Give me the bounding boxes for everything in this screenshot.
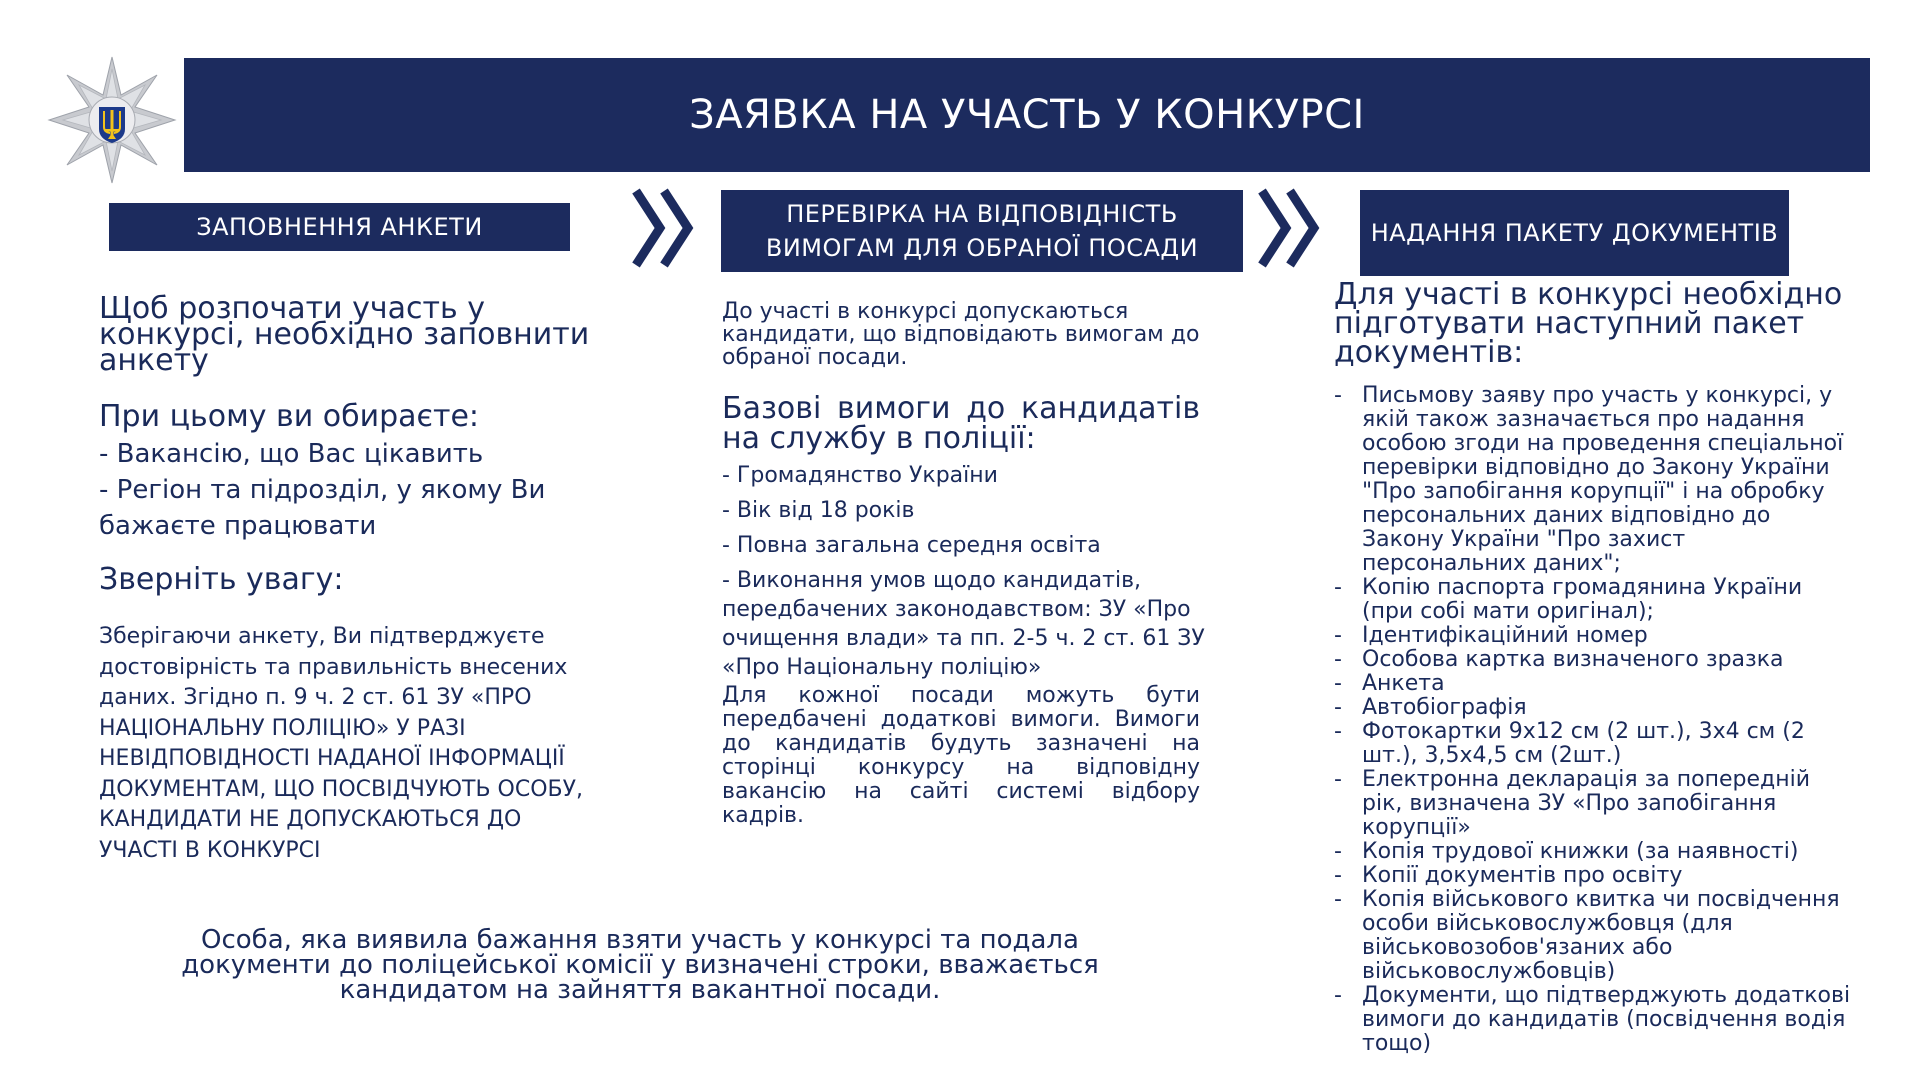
list-bullet: - xyxy=(1334,647,1342,672)
list-item xyxy=(1334,984,1854,1056)
documents-intro-text: Для участі в конкурсі необхідно підготувати наступний пакет документів: xyxy=(1334,277,1843,370)
list-item xyxy=(1334,648,1854,672)
list-item-text: Письмову заяву про участь у конкурсі, у якій також зазначається про надання особою згоди на проведення спеціальної перевірки відповідно до Закону України "Про запобігання корупції" і на обробку персональних даних відповідно до Закону України "Про захист персональних даних"; xyxy=(1362,383,1844,576)
documents-list xyxy=(1334,384,1854,1056)
step-submit-documents: НАДАННЯ ПАКЕТУ ДОКУМЕНТІВ xyxy=(1360,190,1789,276)
list-item: - Вакансію, що Вас цікавить xyxy=(99,439,484,469)
list-item xyxy=(1334,696,1854,720)
attention-heading: Зверніть увагу: xyxy=(99,562,344,597)
list-item xyxy=(1334,840,1854,864)
list-item xyxy=(1334,384,1854,576)
list-item-text: Анкета xyxy=(1362,671,1445,696)
list-item xyxy=(1334,888,1854,984)
list-item-text: Ідентифікаційний номер xyxy=(1362,623,1648,648)
list-bullet: - xyxy=(1334,623,1342,648)
attention-note: Зберігаючи анкету, Ви підтверджуєте достовірність та правильність внесених даних. Згідно п. 9 ч. 2 ст. 61 ЗУ «ПРО НАЦІОНАЛЬНУ ПОЛІЦІЮ» У РАЗІ НЕВІДПОВІДНОСТІ НАДАНОЇ ІНФОРМАЦІЇ ДОКУМЕНТАМ, ЩО ПОСВІДЧУЮТЬ ОСОБУ, КАНДИДАТИ НЕ ДОПУСКАЮТЬСЯ ДО УЧАСТІ В КОНКУРСІ xyxy=(99,624,584,863)
list-item xyxy=(1334,720,1854,768)
choose-heading: При цьому ви обираєте: xyxy=(99,399,480,434)
list-bullet: - xyxy=(1334,671,1342,696)
police-star-logo xyxy=(47,55,177,185)
form-intro-text: Щоб розпочати участь у конкурсі, необхідно заповнити анкету xyxy=(99,291,590,378)
list-item xyxy=(1334,624,1854,648)
list-item: - Регіон та підрозділ, у якому Ви xyxy=(99,475,546,505)
list-item: - Повна загальна середня освіта xyxy=(722,533,1101,558)
choose-list xyxy=(99,436,619,544)
list-bullet: - xyxy=(1334,983,1342,1008)
step-fill-form: ЗАПОВНЕННЯ АНКЕТИ xyxy=(109,203,570,251)
list-item-text: Електронна декларація за попередній рік, визначена ЗУ «Про запобігання корупції» xyxy=(1362,767,1811,840)
list-item: - Громадянство України xyxy=(722,463,998,488)
page-title: ЗАЯВКА НА УЧАСТЬ У КОНКУРСІ xyxy=(184,58,1870,172)
list-bullet: - xyxy=(1334,767,1342,792)
list-item xyxy=(1334,864,1854,888)
list-bullet: - xyxy=(1334,839,1342,864)
list-item-text: Документи, що підтверджують додаткові вимоги до кандидатів (посвідчення водія тощо) xyxy=(1362,983,1851,1056)
list-bullet: - xyxy=(1334,383,1342,408)
list-item-text: Особова картка визначеного зразка xyxy=(1362,647,1784,672)
footer-note: Особа, яка виявила бажання взяти участь у конкурсі та подала документи до поліцейської комісії у визначені строки, вважається кандидатом на зайняття вакантної посади. xyxy=(181,925,1099,1005)
list-item: - Виконання умов щодо кандидатів, передбачених законодавством: ЗУ «Про очищення влади» та пп. 2-5 ч. 2 ст. 61 ЗУ «Про Національну поліцію» xyxy=(722,568,1205,680)
list-item xyxy=(1334,768,1854,840)
requirements-intro-text: До участі в конкурсі допускаються кандидати, що відповідають вимогам до обраної посади. xyxy=(722,299,1200,370)
list-item: - Вік від 18 років xyxy=(722,498,915,523)
list-item xyxy=(1334,576,1854,624)
list-bullet: - xyxy=(1334,695,1342,720)
list-bullet: - xyxy=(1334,863,1342,888)
step-requirements-check: ПЕРЕВІРКА НА ВІДПОВІДНІСТЬ ВИМОГАМ ДЛЯ ОБРАНОЇ ПОСАДИ xyxy=(721,190,1243,272)
base-requirements-heading: Базові вимоги до кандидатів на службу в поліції: xyxy=(722,391,1200,456)
list-item: бажаєте працювати xyxy=(99,511,377,541)
list-item xyxy=(1334,672,1854,696)
list-item-text: Копії документів про освіту xyxy=(1362,863,1683,888)
list-item-text: Фотокартки 9х12 см (2 шт.), 3х4 см (2 шт.), 3,5х4,5 см (2шт.) xyxy=(1362,719,1805,768)
list-bullet: - xyxy=(1334,887,1342,912)
list-item-text: Копія військового квитка чи посвідчення особи військовослужбовця (для військовозобов'язаних або військовослужбовців) xyxy=(1362,887,1840,984)
base-requirements-list xyxy=(722,461,1222,688)
list-bullet: - xyxy=(1334,719,1342,744)
list-item-text: Копія трудової книжки (за наявності) xyxy=(1362,839,1799,864)
list-bullet: - xyxy=(1334,575,1342,600)
double-chevron-right-icon xyxy=(630,185,698,271)
additional-requirements-text: Для кожної посади можуть бути передбачені додаткові вимоги. Вимоги до кандидатів будуть зазначені на сторінці конкурсу на відповідну вакансію на сайті системі відбору кадрів. xyxy=(722,683,1200,828)
double-chevron-right-icon xyxy=(1256,185,1324,271)
list-item-text: Автобіографія xyxy=(1362,695,1527,720)
list-item-text: Копію паспорта громадянина України (при собі мати оригінал); xyxy=(1362,575,1803,624)
